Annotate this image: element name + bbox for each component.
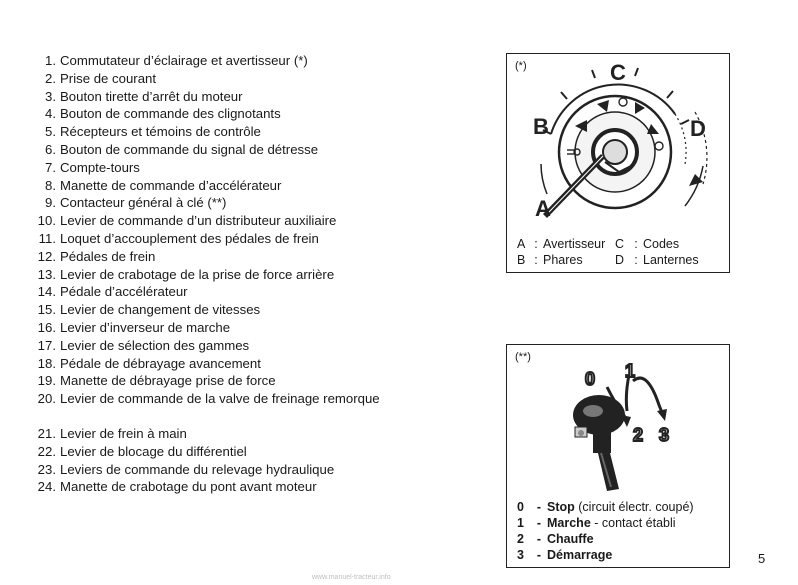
lighting-switch-figure [506,53,730,273]
legend-item [20,248,380,266]
legend-item [20,461,380,479]
legend-item-text: Prise de courant [60,70,157,86]
legend-item-number: 15. [37,302,56,318]
legend-item-number: 22. [37,443,56,459]
legend-item-number: 14. [37,284,56,300]
legend-item-text: Levier de commande de la valve de freinage remorque [60,391,380,407]
legend-item [20,283,380,301]
legend-item-number: 5. [45,124,56,140]
position-1: 1 [625,361,636,381]
legend-item-text: Levier de crabotage de la prise de force arrière [60,266,335,282]
legend-item-number: 13. [37,266,56,282]
legend-item-number: 4. [45,106,56,122]
legend-item-text: Pédale de débrayage avancement [60,355,261,371]
legend-item-number: 6. [45,141,56,157]
switch-caption-row: B : Phares D : Lanternes [517,253,699,267]
legend-item [20,266,380,284]
legend-item-number: 24. [37,479,56,495]
legend-item-number: 10. [37,213,56,229]
legend-item-text: Levier de blocage du différentiel [60,443,247,459]
legend-item [20,52,380,70]
legend-item [20,478,380,496]
legend-item-text: Récepteurs et témoins de contrôle [60,124,261,140]
legend-item-number: 19. [37,373,56,389]
legend-item [20,230,380,248]
legend-item-text: Bouton tirette d’arrêt du moteur [60,88,243,104]
legend-item-number: 2. [45,70,56,86]
legend-item [20,443,380,461]
legend-item-text: Bouton de commande des clignotants [60,106,281,122]
page-number: 5 [758,551,766,566]
legend-item-number: 12. [37,248,56,264]
legend-item-number: 18. [37,355,56,371]
legend-item-text: Commutateur d’éclairage et avertisseur (*) [60,53,308,68]
legend-item-text: Leviers de commande du relevage hydraulique [60,461,335,477]
switch-caption-row: A : Avertisseur C : Codes [517,237,680,251]
legend-item [20,212,380,230]
legend-item-number: 1. [45,53,56,68]
legend-item-text: Manette de débrayage prise de force [60,373,276,389]
legend-item [20,70,380,88]
legend-item-number: 3. [45,88,56,104]
legend-item [20,105,380,123]
legend-item-number: 7. [45,159,56,175]
legend-item [20,425,380,443]
label-d: D [690,116,706,141]
position-0: 0 [585,369,596,389]
legend-item-text: Pédale d’accélérateur [60,284,188,300]
legend-item [20,141,380,159]
legend-item-number: 9. [45,195,56,211]
legend-item [20,390,380,408]
legend-item-text: Contacteur général à clé (**) [60,195,227,211]
legend-item-text: Levier de frein à main [60,425,187,441]
legend-item [20,159,380,177]
legend-list [20,52,380,496]
legend-item-number: 20. [37,391,56,407]
legend-item-number: 16. [37,319,56,335]
legend-item [20,88,380,106]
legend-item [20,319,380,337]
label-c: C [610,60,626,85]
legend-item [20,355,380,373]
legend-item-text: Manette de crabotage du pont avant moteur [60,479,317,495]
legend-item-text: Pédales de frein [60,248,156,264]
key-caption-row: 2 - Chauffe [517,532,594,546]
legend-item-text: Manette de commande d’accélérateur [60,177,282,193]
legend-item [20,123,380,141]
legend-item [20,337,380,355]
legend-item [20,372,380,390]
key-caption-row: 1 - Marche - contact établi [517,516,676,530]
legend-item-text: Loquet d’accouplement des pédales de frein [60,230,319,246]
watermark: www.manuel-tracteur.info [312,574,391,581]
legend-item-text: Levier de sélection des gammes [60,337,250,353]
figure-tag: (*) [515,60,527,72]
legend-item-number: 21. [37,425,56,441]
label-b: B [533,114,549,139]
legend-item-text: Compte-tours [60,159,140,175]
legend-item-number: 17. [37,337,56,353]
key-caption-row: 0 - Stop (circuit électr. coupé) [517,500,694,514]
key-switch-figure [506,344,730,568]
figure-tag: (**) [515,351,531,363]
position-2: 2 [633,425,644,445]
legend-item-text: Levier de commande d’un distributeur auxiliaire [60,213,337,229]
legend-item-number: 8. [45,177,56,193]
label-a: A [535,196,551,221]
legend-item-text: Levier de changement de vitesses [60,302,261,318]
legend-item [20,301,380,319]
key-caption-row: 3 - Démarrage [517,548,613,562]
legend-item [20,177,380,195]
legend-item-text: Bouton de commande du signal de détresse [60,141,319,157]
legend-item-number: 23. [37,461,56,477]
legend-item [20,194,380,212]
legend-item-text: Levier d’inverseur de marche [60,319,231,335]
legend-item-number: 11. [38,230,56,246]
position-3: 3 [659,425,670,445]
